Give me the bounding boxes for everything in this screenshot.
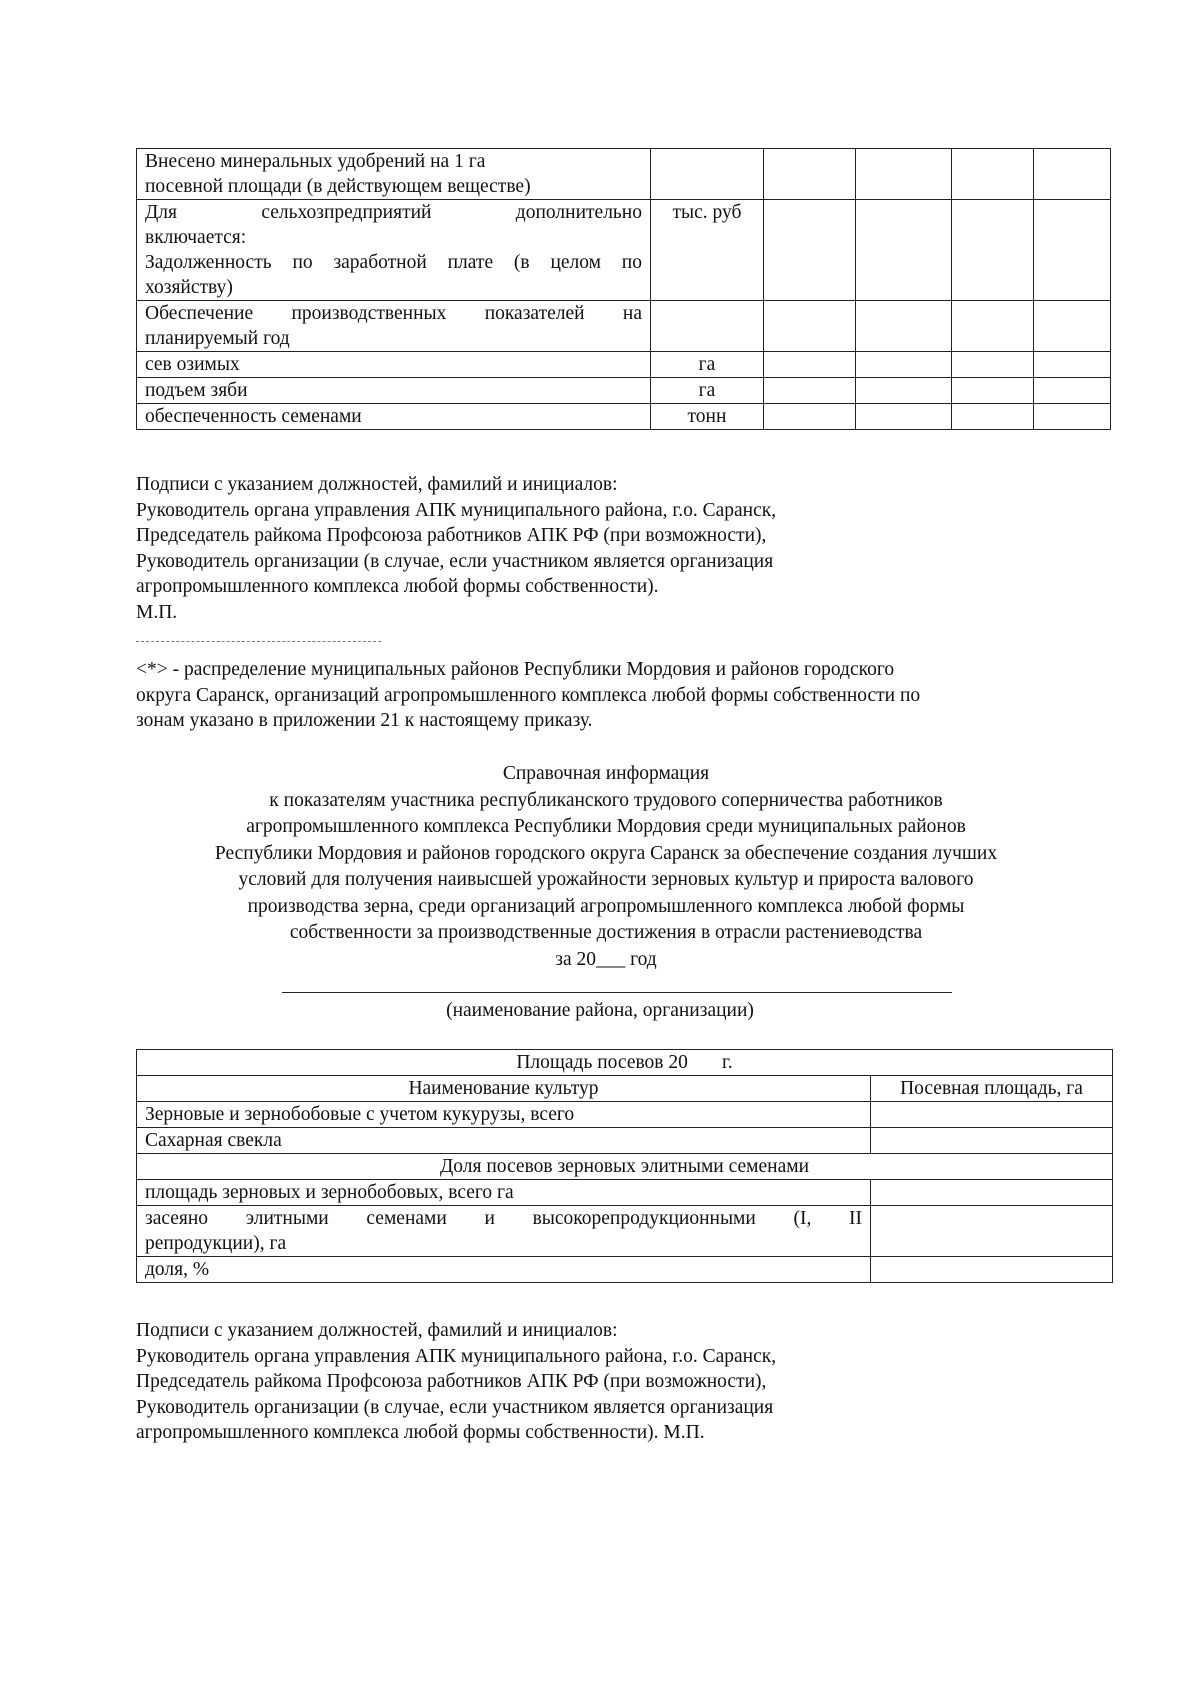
name-caption: (наименование района, организации)	[446, 1000, 754, 1021]
section-header: Доля посевов зерновых элитными семенами	[137, 1154, 1113, 1180]
reference-title: Справочная информация	[502, 763, 710, 784]
value-cell	[856, 378, 952, 404]
column-header-area: Посевная площадь, га	[871, 1076, 1113, 1102]
crop-area-table	[136, 1049, 1113, 1283]
table-row	[137, 378, 1111, 404]
footnote-line: округа Саранск, организаций агропромышленного комплекса любой формы собственности по	[136, 684, 921, 706]
crop-label: Сахарная свекла	[137, 1128, 871, 1154]
value-cell	[1034, 200, 1111, 301]
area-value	[871, 1206, 1113, 1257]
indicator-label: сев озимых	[137, 352, 651, 378]
reference-line: агропромышленного комплекса Республики Мордовия среди муниципальных районов	[246, 816, 966, 837]
unit-cell: тонн	[651, 404, 764, 430]
indicator-label: Обеспечение производственных показателей на планируемый год	[137, 301, 651, 352]
signatures-heading: Подписи с указанием должностей, фамилий и инициалов:	[136, 1320, 618, 1341]
unit-cell: га	[651, 378, 764, 404]
table-row	[137, 149, 1111, 200]
area-value	[871, 1257, 1113, 1283]
reference-line: условий для получения наивысшей урожайности зерновых культур и прироста валового	[238, 869, 974, 890]
footnote-line: <*> - распределение муниципальных районов Республики Мордовия и районов городского	[136, 659, 895, 680]
indicator-label: Внесено минеральных удобрений на 1 га посевной площади (в действующем веществе)	[137, 149, 651, 200]
unit-cell: тыс. руб	[651, 200, 764, 301]
table-row	[137, 1050, 1113, 1076]
table-row	[137, 404, 1111, 430]
signatory-line: Руководитель организации (в случае, если участником является организация	[136, 1396, 774, 1418]
table-row	[137, 1102, 1113, 1128]
value-cell	[856, 200, 952, 301]
value-cell	[856, 149, 952, 200]
footnote-line: зонам указано в приложении 21 к настоящему приказу.	[136, 710, 593, 731]
table-row	[137, 1257, 1113, 1283]
value-cell	[952, 200, 1034, 301]
reference-heading	[136, 761, 1076, 973]
reference-line: к показателям участника республиканского трудового соперничества работников	[269, 789, 943, 811]
value-cell	[1034, 301, 1111, 352]
area-value	[871, 1180, 1113, 1206]
reference-line: Республики Мордовия и районов городского округа Саранск за обеспечение создания лучших	[214, 842, 998, 864]
value-cell	[856, 301, 952, 352]
value-cell	[952, 378, 1034, 404]
name-underline	[282, 992, 952, 993]
value-cell	[1034, 352, 1111, 378]
value-cell	[764, 352, 856, 378]
crop-label: доля, %	[137, 1257, 871, 1283]
signatory-line: агропромышленного комплекса любой формы собственности).	[136, 576, 659, 597]
indicator-label: обеспеченность семенами	[137, 404, 651, 430]
table-row	[137, 1128, 1113, 1154]
value-cell	[952, 404, 1034, 430]
table-row	[137, 200, 1111, 301]
value-cell	[764, 200, 856, 301]
signatory-line: Руководитель органа управления АПК муниципального района, г.о. Саранск,	[136, 499, 777, 521]
value-cell	[856, 352, 952, 378]
column-header-crop: Наименование культур	[137, 1076, 871, 1102]
area-value	[871, 1128, 1113, 1154]
signatures-block-2	[136, 1318, 1106, 1446]
indicators-table	[136, 148, 1111, 430]
unit-cell	[651, 301, 764, 352]
reference-line: собственности за производственные достижения в отрасли растениеводства	[289, 922, 923, 943]
value-cell	[1034, 404, 1111, 430]
unit-cell: га	[651, 352, 764, 378]
signatory-line: Руководитель организации (в случае, если участником является организация	[136, 550, 774, 572]
value-cell	[1034, 149, 1111, 200]
signatures-heading: Подписи с указанием должностей, фамилий и инициалов:	[136, 474, 618, 495]
signatures-block	[136, 472, 1106, 625]
signatory-line: агропромышленного комплекса любой формы собственности). М.П.	[136, 1422, 705, 1443]
crop-label: площадь зерновых и зернобобовых, всего га	[137, 1180, 871, 1206]
year-line: за 20___ год	[555, 948, 657, 970]
table-row	[137, 301, 1111, 352]
value-cell	[764, 378, 856, 404]
value-cell	[952, 352, 1034, 378]
indicator-label: подъем зяби	[137, 378, 651, 404]
signatory-line: Председатель райкома Профсоюза работников АПК РФ (при возможности),	[136, 1371, 767, 1392]
signatory-line: Председатель райкома Профсоюза работников АПК РФ (при возможности),	[136, 525, 767, 546]
value-cell	[856, 404, 952, 430]
crop-label: засеяно элитными семенами и высокорепродукционными (I, II репродукции), га	[137, 1206, 871, 1257]
value-cell	[952, 301, 1034, 352]
table-row	[137, 1180, 1113, 1206]
unit-cell	[651, 149, 764, 200]
area-value	[871, 1102, 1113, 1128]
table-header: Площадь посевов 20 г.	[137, 1050, 1113, 1076]
table-row	[137, 352, 1111, 378]
table-row	[137, 1076, 1113, 1102]
reference-line: производства зерна, среди организаций агропромышленного комплекса любой формы	[247, 895, 965, 917]
value-cell	[1034, 378, 1111, 404]
crop-label: Зерновые и зернобобовые с учетом кукурузы, всего	[137, 1102, 871, 1128]
stamp-mark: М.П.	[136, 601, 178, 623]
table-row	[137, 1154, 1113, 1180]
value-cell	[952, 149, 1034, 200]
footnote	[136, 657, 1106, 734]
indicator-label: Для сельхозпредприятий дополнительно включается: Задолженность по заработной плате (в целом по хозяйству)	[137, 200, 651, 301]
value-cell	[764, 301, 856, 352]
value-cell	[764, 404, 856, 430]
footnote-divider	[136, 641, 381, 642]
table-row	[137, 1206, 1113, 1257]
value-cell	[764, 149, 856, 200]
signatory-line: Руководитель органа управления АПК муниципального района, г.о. Саранск,	[136, 1345, 777, 1367]
